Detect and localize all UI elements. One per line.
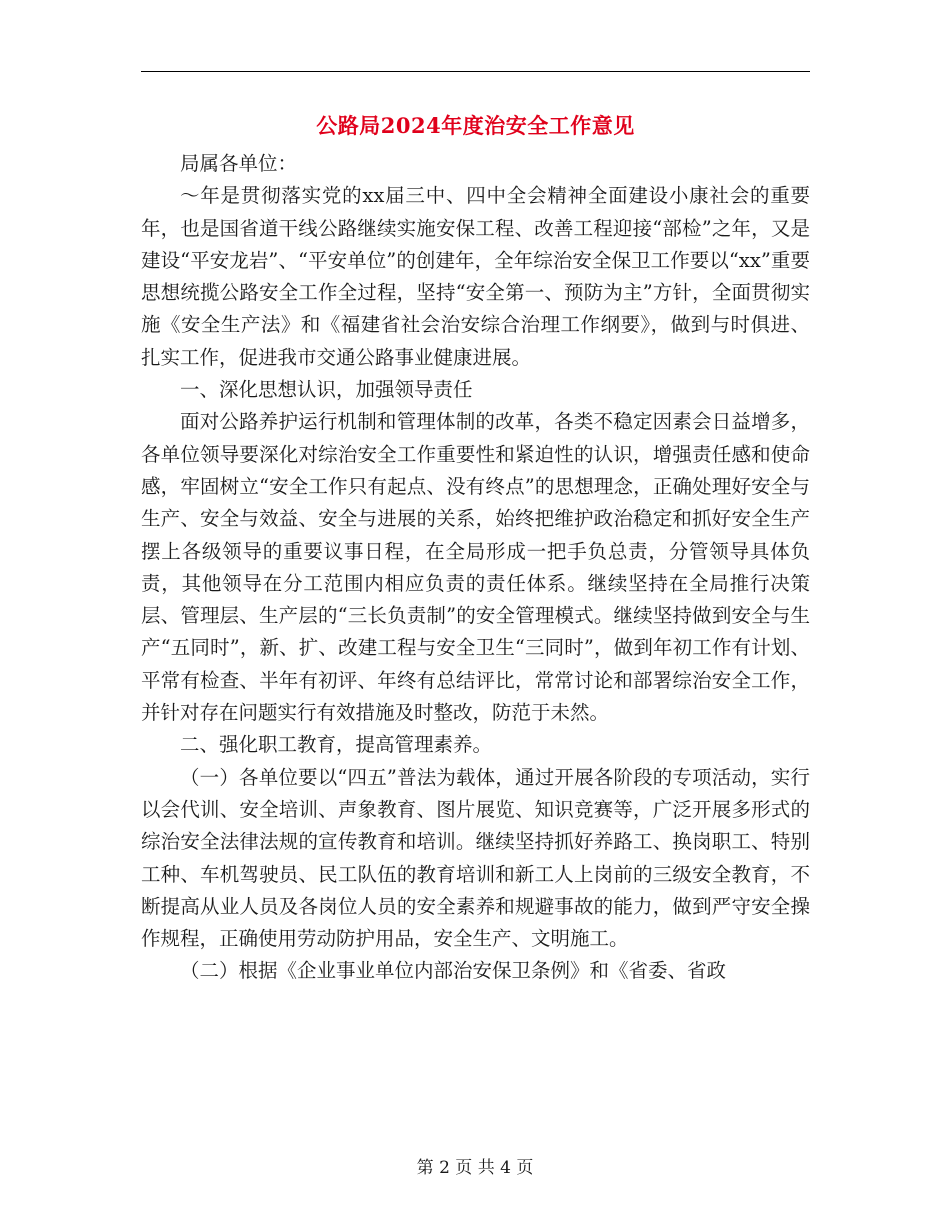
header-rule [141,71,810,72]
document-title: 公路局2024年度治安全工作意见 [316,113,635,138]
paragraph-section-2-item-2: （二）根据《企业事业单位内部治安保卫条例》和《省委、省政 [180,959,727,983]
paragraph-section-2-item-1: （一）各单位要以“四五”普法为载体，通过开展各阶段的专项活动，实行以会代训、安全培训、声象教育、图片展览、知识竞赛等，广泛开展多形式的综治安全法律法规的宣传教育和培训。继续坚持抓好养路工、换岗职工、特别工种、车机驾驶员、民工队伍的教育培训和新工人上岗前的三级安全教育，不断提高从业人员及各岗位人员的安全素养和规避事故的能力，做到严守安全操作规程，正确使用劳动防护用品，安全生产、文明施工。 [141,765,810,951]
salutation: 局属各单位： [180,152,298,175]
paragraph-section-1: 面对公路养护运行机制和管理体制的改革，各类不稳定因素会日益增多，各单位领导要深化对综治安全工作重要性和紧迫性的认识，增强责任感和使命感，牢固树立“安全工作只有起点、没有终点”的思想理念，正确处理好安全与生产、安全与效益、安全与进展的关系，始终把维护政治稳定和抓好安全生产摆上各级领导的重要议事日程，在全局形成一把手负总责，分管领导具体负责，其他领导在分工范围内相应负责的责任体系。继续坚持在全局推行决策层、管理层、生产层的“三长负责制”的安全管理模式。继续坚持做到安全与生产“五同时”，新、扩、改建工程与安全卫生“三同时”，做到年初工作有计划、平常有检查、半年有初评、年终有总结评比，常常讨论和部署综治安全工作，并针对存在问题实行有效措施及时整改，防范于未然。 [141,410,810,725]
section-heading-1: 一、深化思想认识，加强领导责任 [180,378,473,402]
section-heading-2: 二、强化职工教育，提高管理素养。 [180,733,493,757]
page-number: 第 2 页 共 4 页 [416,1158,534,1178]
paragraph-intro: ～年是贯彻落实党的xx届三中、四中全会精神全面建设小康社会的重要年，也是国省道干线公路继续实施安保工程、改善工程迎接“部检”之年，又是建设“平安龙岩”、“平安单位”的创建年，全年综治安全保卫工作要以“xx”重要思想统揽公路安全工作全过程，坚持“安全第一、预防为主”方针，全面贯彻实施《安全生产法》和《福建省社会治安综合治理工作纲要》，做到与时俱进、扎实工作，促进我市交通公路事业健康进展。 [141,184,810,369]
document-body [141,148,810,988]
